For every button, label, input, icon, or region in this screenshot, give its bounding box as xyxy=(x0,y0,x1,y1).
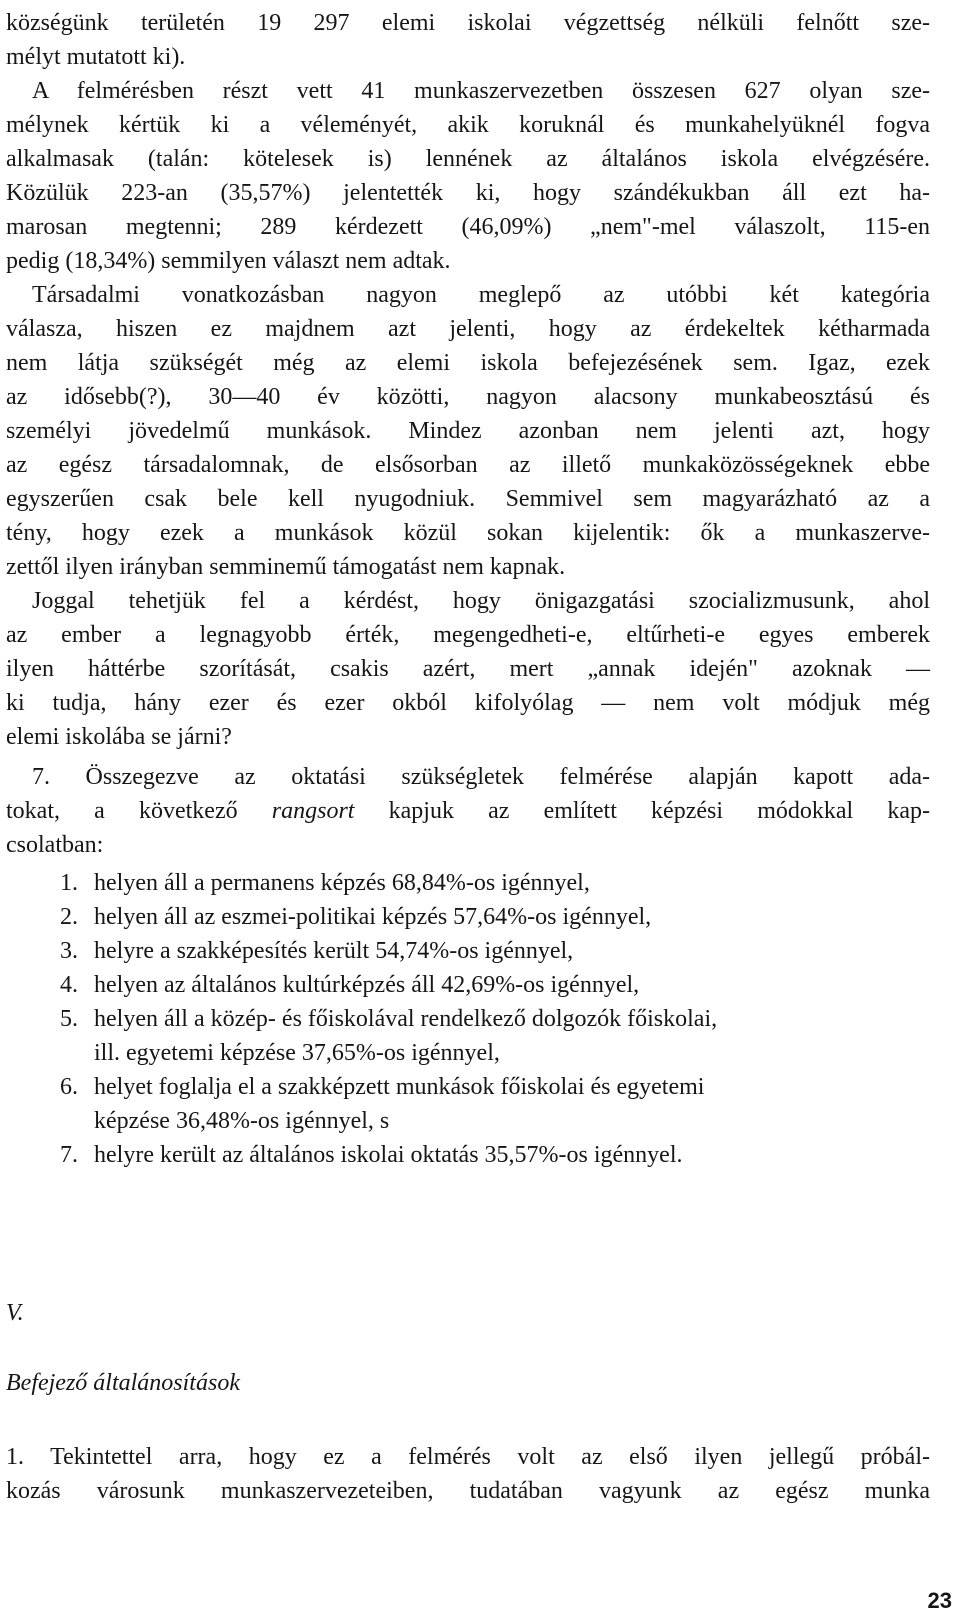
text-span: tokat, a következő xyxy=(6,798,272,824)
emphasis-rangsort: rangsort xyxy=(271,798,355,824)
ranking-number: 3. xyxy=(60,938,78,964)
ranking-item-line xyxy=(60,1070,940,1104)
text-line: pedig (18,34%) semmilyen választ nem adtak. xyxy=(6,248,451,274)
ranking-text: helyen az általános kultúrképzés áll 42,69%-os igénnyel, xyxy=(94,972,640,998)
page-number: 23 xyxy=(927,1588,952,1613)
ranking-text: helyre a szakképesítés került 54,74%-os igénnyel, xyxy=(94,938,574,964)
ranking-text: helyen áll a permanens képzés 68,84%-os igénnyel, xyxy=(94,870,590,896)
text-line: mélyt mutatott ki). xyxy=(6,44,186,70)
ranking-number: 2. xyxy=(60,904,78,930)
ranking-item-line xyxy=(60,968,940,1002)
text-line: egyszerűen csak bele kell nyugodniuk. Semmivel sem magyarázható az a xyxy=(6,486,930,512)
text-line: Közülük 223-an (35,57%) jelentették ki, hogy szándékukban áll ezt ha- xyxy=(6,180,930,206)
text-line: alkalmasak (talán: kötelesek is) lennének az általános iskola elvégzésére. xyxy=(6,146,930,172)
ranking-item-line xyxy=(60,900,940,934)
text-line: személyi jövedelmű munkások. Mindez azonban nem jelenti azt, hogy xyxy=(6,418,930,444)
text-line: az ember a legnagyobb érték, megengedheti-e, eltűrheti-e egyes emberek xyxy=(6,622,930,648)
ranking-item-line xyxy=(60,934,940,968)
text-line: marosan megtenni; 289 kérdezett (46,09%) „nem"-mel válaszolt, 115-en xyxy=(6,214,930,240)
ranking-number: 6. xyxy=(60,1074,78,1100)
ranking-number: 1. xyxy=(60,870,78,896)
text-line: mélynek kértük ki a véleményét, akik koruknál és munkahelyüknél fogva xyxy=(6,112,930,138)
ranking-text: helyen áll a közép- és főiskolával rendelkező dolgozók főiskolai, xyxy=(94,1006,718,1032)
ranking-text: helyre került az általános iskolai oktatás 35,57%-os igénnyel. xyxy=(94,1142,683,1168)
text-line: kozás városunk munkaszervezeteiben, tudatában vagyunk az egész munka xyxy=(6,1478,930,1504)
ranking-text: helyet foglalja el a szakképzett munkások főiskolai és egyetemi xyxy=(94,1074,705,1100)
ranking-text: ill. egyetemi képzése 37,65%-os igénnyel, xyxy=(94,1040,500,1066)
text-line: nem látja szükségét még az elemi iskola befejezésének sem. Igaz, ezek xyxy=(6,350,930,376)
text-line: ki tudja, hány ezer és ezer okból kifolyólag — nem volt módjuk még xyxy=(6,690,930,716)
text-line: zettől ilyen irányban semminemű támogatást nem kapnak. xyxy=(6,554,566,580)
ranking-number: 5. xyxy=(60,1006,78,1032)
text-line: A felmérésben részt vett 41 munkaszervezetben összesen 627 olyan sze- xyxy=(32,78,930,104)
ranking-text: helyen áll az eszmei-politikai képzés 57,64%-os igénnyel, xyxy=(94,904,652,930)
section-title: Befejező általánosítások xyxy=(6,1370,240,1396)
ranking-number: 4. xyxy=(60,972,78,998)
ranking-text: képzése 36,48%-os igénnyel, s xyxy=(94,1108,390,1134)
text-line: ilyen háttérbe szorítását, csakis azért, mert „annak idején" azoknak — xyxy=(6,656,930,682)
text-line: 7. Összegezve az oktatási szükségletek felmérése alapján kapott ada- xyxy=(32,764,930,790)
text-line: Joggal tehetjük fel a kérdést, hogy önigazgatási szocializmusunk, ahol xyxy=(32,588,930,614)
ranking-item-line xyxy=(60,1138,940,1172)
text-line: csolatban: xyxy=(6,832,104,858)
text-line xyxy=(6,794,930,828)
ranking-item-line xyxy=(60,1036,940,1070)
ranking-item-line xyxy=(60,866,940,900)
text-line: Társadalmi vonatkozásban nagyon meglepő az utóbbi két kategória xyxy=(32,282,930,308)
text-line: az idősebb(?), 30—40 év közötti, nagyon alacsony munkabeosztású és xyxy=(6,384,930,410)
text-line: 1. Tekintettel arra, hogy ez a felmérés volt az első ilyen jellegű próbál- xyxy=(6,1444,930,1470)
ranking-list xyxy=(60,866,940,1172)
ranking-number: 7. xyxy=(60,1142,78,1168)
text-line: községünk területén 19 297 elemi iskolai végzettség nélküli felnőtt sze- xyxy=(6,10,930,36)
text-line: válasza, hiszen ez majdnem azt jelenti, hogy az érdekeltek kétharmada xyxy=(6,316,930,342)
text-line: az egész társadalomnak, de elsősorban az illető munkaközösségeknek ebbe xyxy=(6,452,930,478)
ranking-item-line xyxy=(60,1104,940,1138)
text-span: kapjuk az említett képzési módokkal kap- xyxy=(354,798,930,824)
text-line: elemi iskolába se járni? xyxy=(6,724,232,750)
section-number: V. xyxy=(6,1300,24,1326)
ranking-item-line xyxy=(60,1002,940,1036)
text-line: tény, hogy ezek a munkások közül sokan kijelentik: ők a munkaszerve- xyxy=(6,520,930,546)
